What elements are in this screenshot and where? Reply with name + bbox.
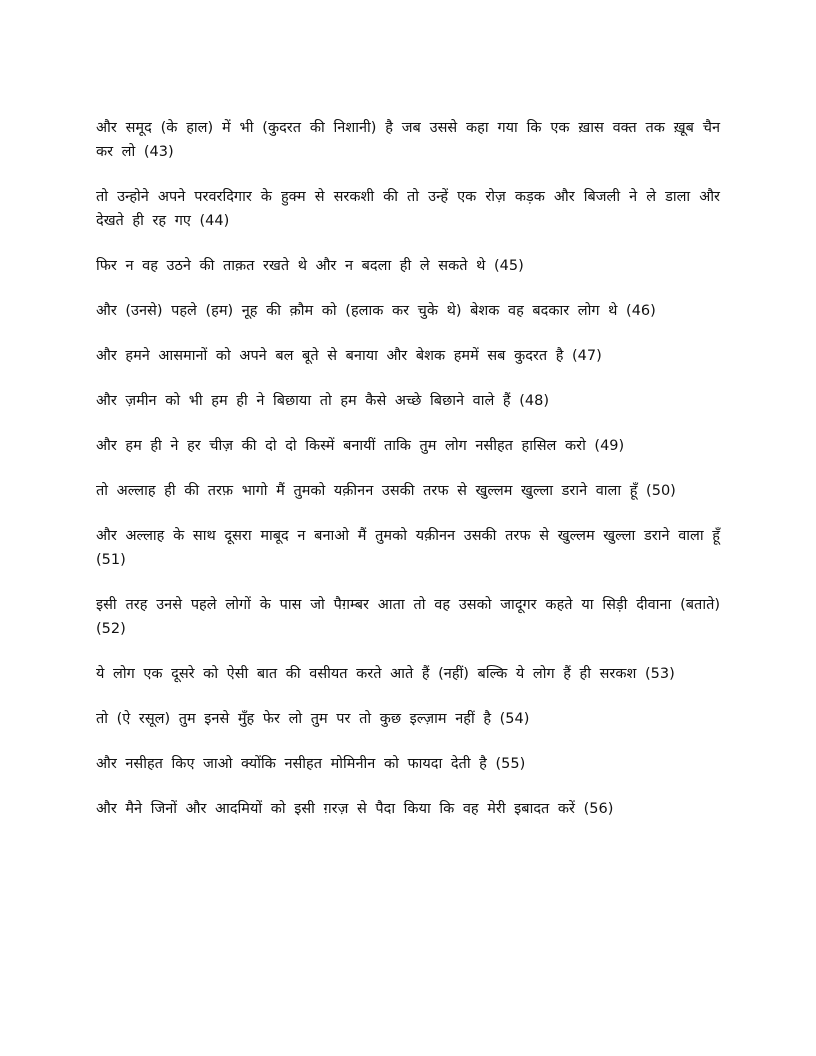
verse-55: और नसीहत किए जाओ क्योंकि नसीहत मोमिनीन को फायदा देती है (55) xyxy=(96,756,526,772)
verse-49: और हम ही ने हर चीज़ की दो दो किस्में बनायीं ताकि तुम लोग नसीहत हासिल करो (49) xyxy=(96,438,625,454)
verse-51: और अल्लाह के साथ दूसरा माबूद न बनाओ मैं तुमको यक़ीनन उसकी तरफ से खुल्लम खुल्ला डराने वाला हूँ (51) xyxy=(96,528,720,568)
verse-50: तो अल्लाह ही की तरफ़ भागो मैं तुमको यक़ीनन उसकी तरफ से खुल्लम खुल्ला डराने वाला हूँ (50) xyxy=(96,483,676,499)
verse-56: और मैने जिनों और आदमियों को इसी ग़रज़ से पैदा किया कि वह मेरी इबादत करें (56) xyxy=(96,801,614,817)
verse-45: फिर न वह उठने की ताक़त रखते थे और न बदला ही ले सकते थे (45) xyxy=(96,258,524,274)
verse-46: और (उनसे) पहले (हम) नूह की क़ौम को (हलाक कर चुके थे) बेशक वह बदकार लोग थे (46) xyxy=(96,303,656,319)
verse-48: और ज़मीन को भी हम ही ने बिछाया तो हम कैसे अच्छे बिछाने वाले हैं (48) xyxy=(96,393,549,409)
verse-43: और समूद (के हाल) में भी (कुदरत की निशानी) है जब उससे कहा गया कि एक ख़ास वक्त तक ख़ूब चैन कर लो (43) xyxy=(96,120,720,160)
document-page xyxy=(96,116,720,842)
verse-47: और हमने आसमानों को अपने बल बूते से बनाया और बेशक हममें सब कुदरत है (47) xyxy=(96,348,602,364)
verse-54: तो (ऐ रसूल) तुम इनसे मुँह फेर लो तुम पर तो कुछ इल्ज़ाम नहीं है (54) xyxy=(96,711,530,727)
verse-52: इसी तरह उनसे पहले लोगों के पास जो पैग़म्बर आता तो वह उसको जादूगर कहते या सिड़ी दीवाना (बताते) (52) xyxy=(96,597,720,637)
verse-44: तो उन्होने अपने परवरदिगार के हुक्म से सरकशी की तो उन्हें एक रोज़ कड़क और बिजली ने ले डाला और देखते ही रह गए (44) xyxy=(96,189,720,229)
verse-53: ये लोग एक दूसरे को ऐसी बात की वसीयत करते आते हैं (नहीं) बल्कि ये लोग हैं ही सरकश (53) xyxy=(96,666,675,682)
